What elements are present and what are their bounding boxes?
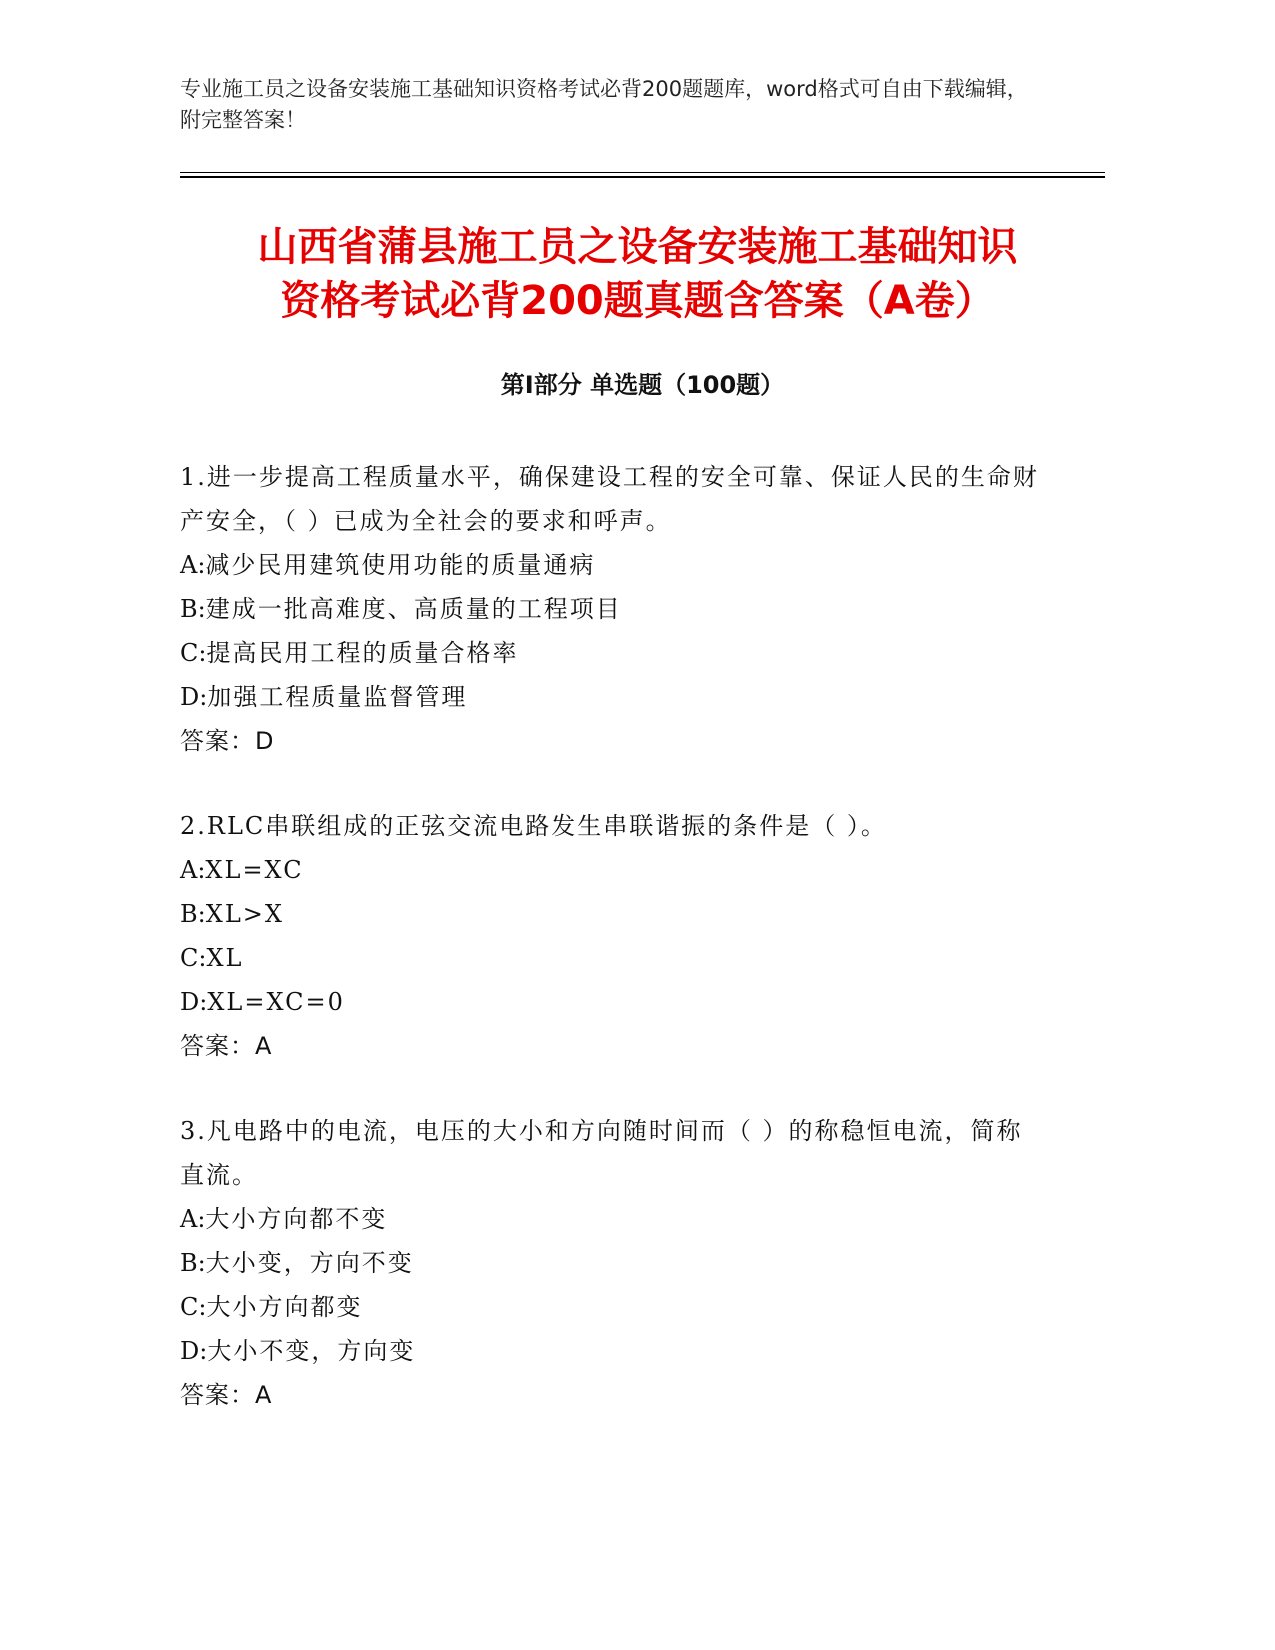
header-rule-thin (180, 172, 1105, 173)
question-number: 3. (180, 1117, 207, 1145)
option-key: A: (180, 1205, 206, 1233)
option-key: D: (180, 1337, 208, 1365)
question-list (180, 455, 1040, 1458)
question-stem (180, 804, 1040, 848)
option-a (180, 1197, 1040, 1241)
option-text: XL=XC (205, 856, 304, 884)
question-number: 2. (180, 812, 207, 840)
question-1 (180, 455, 1040, 763)
option-text: 加强工程质量监督管理 (207, 683, 468, 711)
option-text: XL>X (205, 900, 284, 928)
option-text: XL (206, 944, 244, 972)
option-key: B: (180, 1249, 206, 1277)
option-b (180, 587, 1040, 631)
header-rule-thick (180, 176, 1105, 178)
header-note: 专业施工员之设备安装施工基础知识资格考试必背200题题库，word格式可自由下载编辑，附完整答案！ (180, 77, 1028, 132)
option-text: 建成一批高难度、高质量的工程项目 (205, 595, 622, 623)
option-key: A: (180, 551, 206, 579)
option-c (180, 936, 1040, 980)
option-key: C: (180, 1293, 207, 1321)
option-key: C: (180, 944, 207, 972)
option-d (180, 675, 1040, 719)
title-line-2: 资格考试必背200题真题含答案（A卷） (280, 278, 995, 324)
option-text: 减少民用建筑使用功能的质量通病 (205, 551, 596, 579)
answer: 答案：A (180, 1381, 273, 1409)
question-text: RLC串联组成的正弦交流电路发生串联谐振的条件是（ ）。 (206, 812, 887, 840)
question-text: 凡电路中的电流，电压的大小和方向随时间而（ ）的称稳恒电流，简称直流。 (180, 1117, 1023, 1189)
document-title (150, 220, 1125, 328)
option-a (180, 848, 1040, 892)
option-d (180, 1329, 1040, 1373)
section-title: 第Ⅰ部分 单选题（100题） (500, 371, 785, 399)
option-key: B: (180, 900, 206, 928)
option-text: XL=XC=0 (207, 988, 345, 1016)
title-line-1: 山西省蒲县施工员之设备安装施工基础知识 (257, 224, 1018, 270)
option-b (180, 892, 1040, 936)
option-text: 大小不变，方向变 (207, 1337, 416, 1365)
option-c (180, 1285, 1040, 1329)
option-d (180, 980, 1040, 1024)
question-stem (180, 1109, 1040, 1197)
question-number: 1. (180, 463, 207, 491)
option-text: 提高民用工程的质量合格率 (206, 639, 519, 667)
question-text: 进一步提高工程质量水平，确保建设工程的安全可靠、保证人民的生命财产安全，（ ）已成为全社会的要求和呼声。 (180, 463, 1039, 535)
option-text: 大小变，方向不变 (205, 1249, 414, 1277)
question-3 (180, 1109, 1040, 1417)
option-text: 大小方向都不变 (205, 1205, 388, 1233)
option-key: B: (180, 595, 206, 623)
question-2 (180, 804, 1040, 1068)
option-a (180, 543, 1040, 587)
option-text: 大小方向都变 (206, 1293, 363, 1321)
option-key: C: (180, 639, 207, 667)
option-key: D: (180, 988, 208, 1016)
option-key: D: (180, 683, 208, 711)
option-key: A: (180, 856, 206, 884)
option-b (180, 1241, 1040, 1285)
option-c (180, 631, 1040, 675)
question-stem (180, 455, 1040, 543)
answer: 答案：D (180, 727, 275, 755)
answer: 答案：A (180, 1032, 273, 1060)
